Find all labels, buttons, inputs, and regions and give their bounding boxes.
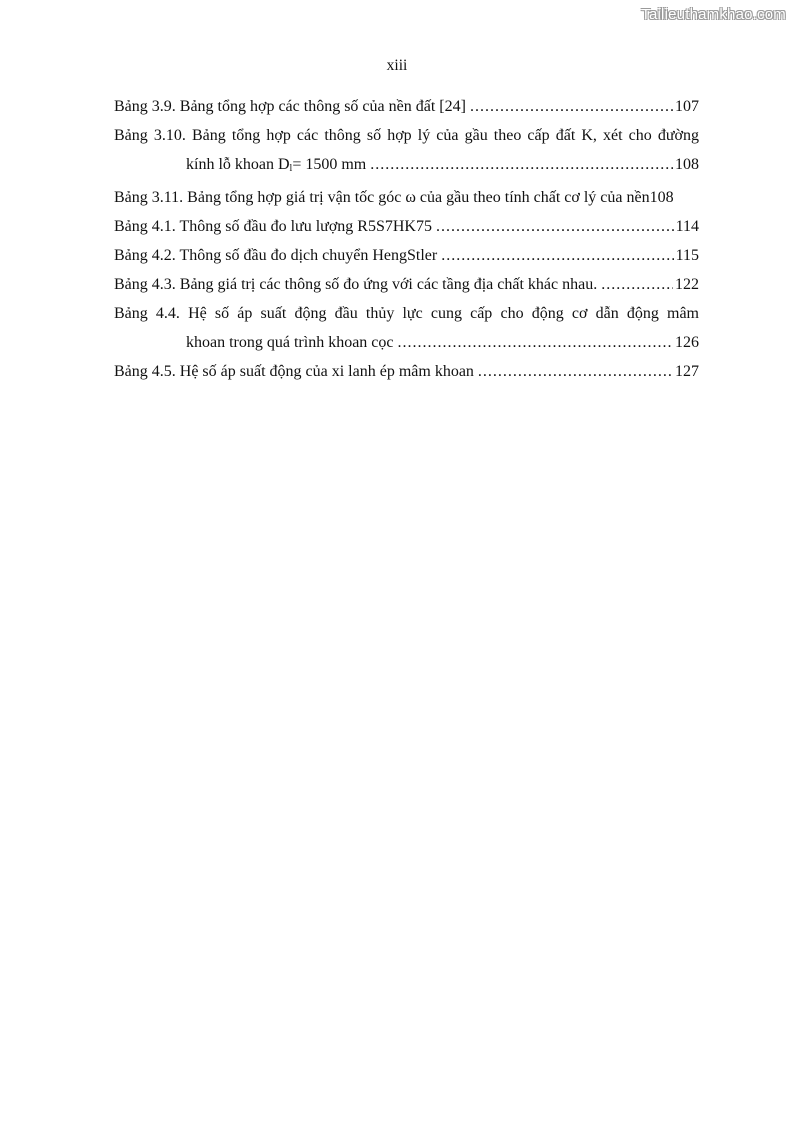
toc-entry-title-line2: kính lỗ khoan $D_l= 1500$ mm — [186, 156, 367, 174]
page-number: xiii — [386, 57, 408, 74]
dot-leader — [398, 328, 674, 357]
toc-entry-title-line1: Bảng 3.10. Bảng tổng hợp các thông số hợp lý của gầu theo cấp đất K, xét cho đường — [114, 127, 699, 144]
toc-entry-3-11[interactable] — [114, 183, 699, 212]
toc-entry-page: 107 — [675, 98, 699, 115]
toc-entry-page: 127 — [675, 363, 699, 380]
toc-entry-title: Bảng 4.3. Bảng giá trị các thông số đo ứng với các tầng địa chất khác nhau. — [114, 276, 598, 293]
toc-entry-3-10[interactable] — [114, 121, 699, 183]
toc-entry-page: 108 — [675, 156, 699, 173]
toc-entry-4-4[interactable] — [114, 299, 699, 357]
dot-leader — [478, 357, 673, 386]
toc-entry-3-9[interactable] — [114, 92, 699, 121]
toc-entry-page: 114 — [675, 218, 699, 235]
toc-entry-4-1[interactable] — [114, 212, 699, 241]
dot-leader — [601, 270, 673, 299]
toc-entry-4-2[interactable] — [114, 241, 699, 270]
dot-leader — [441, 241, 673, 270]
dot-leader — [370, 150, 673, 179]
toc-entry-page: 115 — [675, 247, 699, 264]
toc-entry-title-line2: khoan trong quá trình khoan cọc — [186, 334, 394, 351]
toc-entry-page: 122 — [675, 276, 699, 293]
toc-entry-page: 126 — [675, 334, 699, 351]
toc-entry-title: Bảng 4.1. Thông số đầu đo lưu lượng R5S7HK75 — [114, 218, 432, 235]
dot-leader — [470, 92, 673, 121]
dot-leader — [436, 212, 674, 241]
watermark: Tailieuthamkhao.com — [641, 6, 786, 23]
toc-entry-4-3[interactable] — [114, 270, 699, 299]
toc-entry-4-5[interactable] — [114, 357, 699, 386]
toc-entry-title: Bảng 4.2. Thông số đầu đo dịch chuyển HengStler — [114, 247, 438, 264]
table-list — [114, 92, 699, 386]
toc-entry-title: Bảng 3.11. Bảng tổng hợp giá trị vận tốc góc ω của gầu theo tính chất cơ lý của nền — [114, 189, 650, 206]
toc-entry-page: 108 — [649, 189, 674, 206]
toc-entry-title: Bảng 4.5. Hệ số áp suất động của xi lanh ép mâm khoan — [114, 363, 474, 380]
toc-entry-title: Bảng 3.9. Bảng tổng hợp các thông số của nền đất [24] — [114, 98, 466, 115]
toc-entry-title-line1: Bảng 4.4. Hệ số áp suất động đầu thủy lực cung cấp cho động cơ dẫn động mâm — [114, 305, 699, 322]
